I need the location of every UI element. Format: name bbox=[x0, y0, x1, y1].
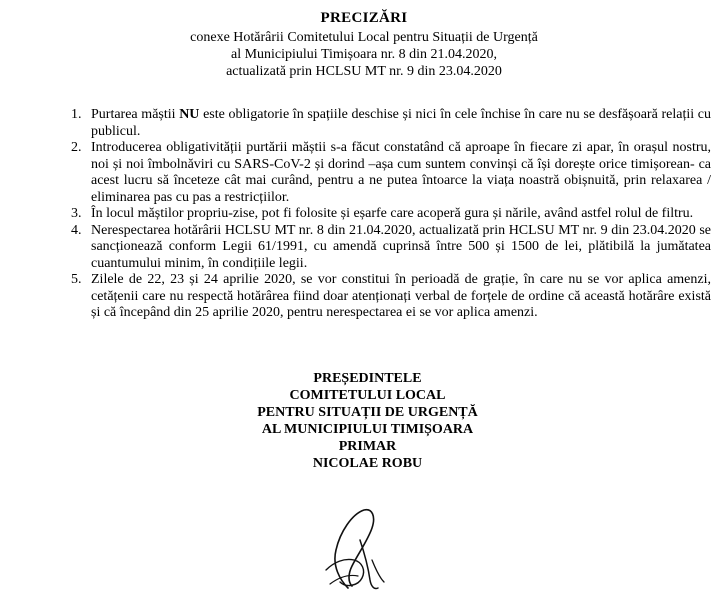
item-number: 1. bbox=[71, 107, 82, 122]
signatory-name: NICOLAE ROBU bbox=[312, 456, 423, 471]
item-number: 4. bbox=[71, 222, 82, 238]
list-item bbox=[71, 140, 711, 206]
subtitle-line: conexe Hotărârii Comitetului Local pentru Situații de Urgență bbox=[190, 30, 538, 45]
handwritten-signature-icon bbox=[318, 500, 388, 592]
item-number: 5. bbox=[71, 272, 82, 287]
item-text: Nerespectarea hotărârii HCLSU MT nr. 8 din 21.04.2020, actualizată prin HCLSU MT nr. 9 din 23.04.2020 se sancționează conform Legii 61/1991, cu amendă cuprinsă între 500 și 1500 de lei, plătibilă la jumătatea cuantumului minim, în condițiile legii. bbox=[91, 222, 711, 271]
signatory-block bbox=[225, 370, 510, 472]
list-item bbox=[71, 272, 711, 322]
list-item bbox=[71, 206, 711, 223]
item-number: 3. bbox=[71, 206, 82, 221]
item-text-part: este obligatorie în spațiile deschise și nici în cele închise în care nu se desfășoară relații cu publicul. bbox=[91, 107, 711, 139]
document-subtitle bbox=[0, 29, 728, 80]
list-item bbox=[71, 223, 711, 273]
signatory-line: PREȘEDINTELE bbox=[313, 371, 422, 386]
item-number: 2. bbox=[71, 140, 82, 155]
item-text-part: Purtarea măștii bbox=[91, 107, 180, 122]
list-item bbox=[71, 107, 711, 140]
item-text: În locul măștilor propriu-zise, pot fi folosite și eșarfe care acoperă gura și nările, având astfel rolul de filtru. bbox=[91, 206, 694, 221]
signatory-line: AL MUNICIPIULUI TIMIȘOARA bbox=[261, 422, 474, 437]
signatory-line: PRIMAR bbox=[338, 439, 397, 454]
clarifications-list bbox=[71, 107, 711, 322]
document-title: PRECIZĂRI bbox=[320, 10, 408, 26]
subtitle-line: al Municipiului Timișoara nr. 8 din 21.04.2020, bbox=[230, 47, 497, 62]
item-text: Introducerea obligativității purtării măștii s-a făcut constatând că aproape în fiecare zi apar, în orașul nostru, noi și noi îmbolnăviri cu SARS-CoV-2 și dorind –așa cum suntem convinși că își dorește orice timișorean- ca acest lucru să înceteze cât mai curând, pentru a ne putea întoarce la viața noastră obișnuită, prin relaxarea / eliminarea pas cu pas a restricțiilor. bbox=[91, 140, 711, 205]
item-text: Zilele de 22, 23 și 24 aprilie 2020, se vor constitui în perioadă de grație, în care nu se vor aplica amenzi, cetățenii care nu respectă hotărârea fiind doar atenționați verbal de forțele de ordine că această hotărâre există și că începând din 25 aprilie 2020, pentru nerespectarea ei se vor aplica amenzi. bbox=[91, 272, 711, 320]
signatory-line: COMITETULUI LOCAL bbox=[289, 388, 446, 403]
signatory-line: PENTRU SITUAȚII DE URGENȚĂ bbox=[257, 405, 478, 420]
item-text bbox=[91, 107, 711, 140]
item-emphasis: NU bbox=[179, 107, 200, 122]
subtitle-line: actualizată prin HCLSU MT nr. 9 din 23.04.2020 bbox=[226, 64, 502, 79]
